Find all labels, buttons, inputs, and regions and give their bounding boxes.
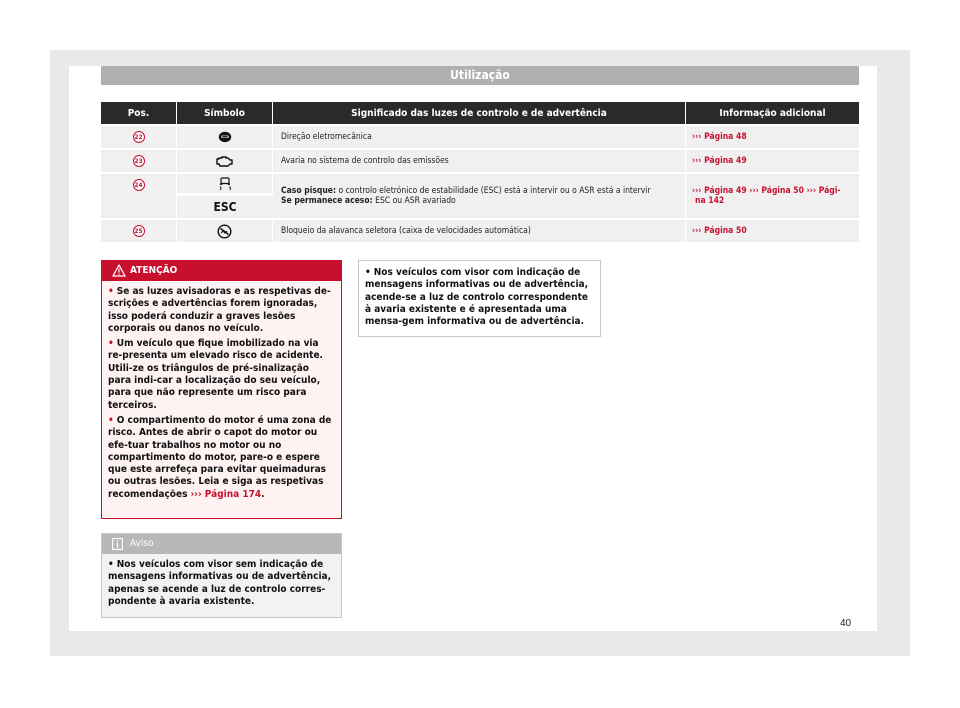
position-number: 25 (134, 227, 143, 235)
page-link[interactable]: ››› Página 48 (692, 132, 747, 142)
warning-title: ATENÇÃO (130, 265, 178, 276)
notice-box (101, 533, 342, 618)
notice-text: Nos veículos com visor sem indicação de mensagens informativas ou de advertência, apenas se acende a luz de controlo corres-pondente à avaria existente. (108, 559, 332, 607)
list-item (365, 267, 594, 328)
list-item (108, 559, 335, 608)
warning-lights-table (101, 102, 859, 242)
display-note-content (359, 261, 600, 328)
desc-text-steady: ESC ou ASR avariado (372, 196, 456, 206)
page-link[interactable]: na 142 (695, 196, 725, 206)
warning-box (101, 260, 342, 519)
col-header-meaning: Significado das luzes de controlo e de advertência (273, 102, 686, 124)
bullet: • (108, 338, 114, 350)
col-header-symbol: Símbolo (177, 102, 273, 124)
table-row (101, 172, 859, 194)
list-item (108, 286, 335, 335)
bullet: • (108, 286, 114, 297)
notice-header (102, 534, 341, 554)
position-number: 23 (134, 157, 143, 165)
list-item (108, 338, 335, 412)
warning-item-end: . (261, 488, 265, 500)
meaning-text: Bloqueio da alavanca seletora (caixa de velocidades automática) (273, 218, 686, 242)
page-title: Utilização (101, 66, 859, 85)
selector-lever-lock-icon (217, 224, 232, 239)
meaning-text: Avaria no sistema de controlo das emissões (273, 148, 686, 172)
desc-label-steady: Se permanece aceso: (281, 196, 373, 206)
table-row (101, 148, 859, 172)
desc-text-blinking: o controlo eletrónico de estabilidade (ESC) está a intervir ou o ASR está a intervir (336, 186, 651, 196)
esc-icon: ESC (213, 200, 237, 214)
steering-wheel-warning-icon (218, 131, 232, 143)
col-header-info: Informação adicional (686, 102, 859, 124)
position-number: 22 (134, 133, 143, 141)
page-number: 40 (840, 618, 852, 629)
table-header-row (101, 102, 859, 124)
col-header-pos: Pos. (101, 102, 177, 124)
info-icon (112, 538, 123, 550)
warning-item-text: O compartimento do motor é uma zona de risco. Antes de abrir o capot do motor ou efe-tuar trabalhos no motor ou no compartimento do motor, pare-o e espere que este arrefeça para evitar queimaduras ou outras lesões. Leia e siga as respetivas recomendações (108, 414, 332, 500)
display-note-text: Nos veículos com visor com indicação de mensagens informativas ou de advertência, acende-se a luz de controlo correspondente à avaria existente e é apresentada uma mensa-gem informativa ou de advertência. (365, 267, 589, 328)
table-row (101, 124, 859, 148)
display-note-box (358, 260, 601, 337)
warning-item-text: Um veículo que fique imobilizado na via re-presenta um elevado risco de acidente. Utili-ze os triângulos de pré-sinalização para indi-car a localização do seu veículo, para que não represente um risco para terceiros. (108, 338, 323, 411)
bullet: • (365, 267, 371, 278)
position-number: 24 (134, 181, 143, 189)
notice-title: Aviso (130, 538, 154, 549)
page-link[interactable]: ››› Página 50 (692, 226, 747, 236)
page-link[interactable]: ››› Página 49 ››› Página 50 ››› Pági- (692, 186, 841, 196)
engine-emission-icon (216, 156, 233, 167)
bullet: • (108, 559, 114, 570)
page-link[interactable]: ››› Página 49 (692, 156, 747, 166)
warning-item-text: Se as luzes avisadoras e as respetivas de-scrições e advertências forem ignoradas, isso poderá conduzir a graves lesões corporais ou danos no veículo. (108, 286, 331, 334)
table-row (101, 218, 859, 242)
warning-triangle-icon (112, 264, 126, 277)
list-item (108, 415, 335, 501)
meaning-text: Direção eletromecânica (273, 124, 686, 148)
warning-header (102, 261, 341, 281)
meaning-text-esc (273, 172, 686, 218)
page-link[interactable]: ››› Página 174 (190, 488, 262, 500)
desc-label-blinking: Caso pisque: (281, 186, 337, 196)
esc-skid-icon (218, 177, 232, 191)
notice-content (102, 554, 341, 608)
warning-content (102, 281, 341, 501)
bullet: • (108, 414, 114, 426)
